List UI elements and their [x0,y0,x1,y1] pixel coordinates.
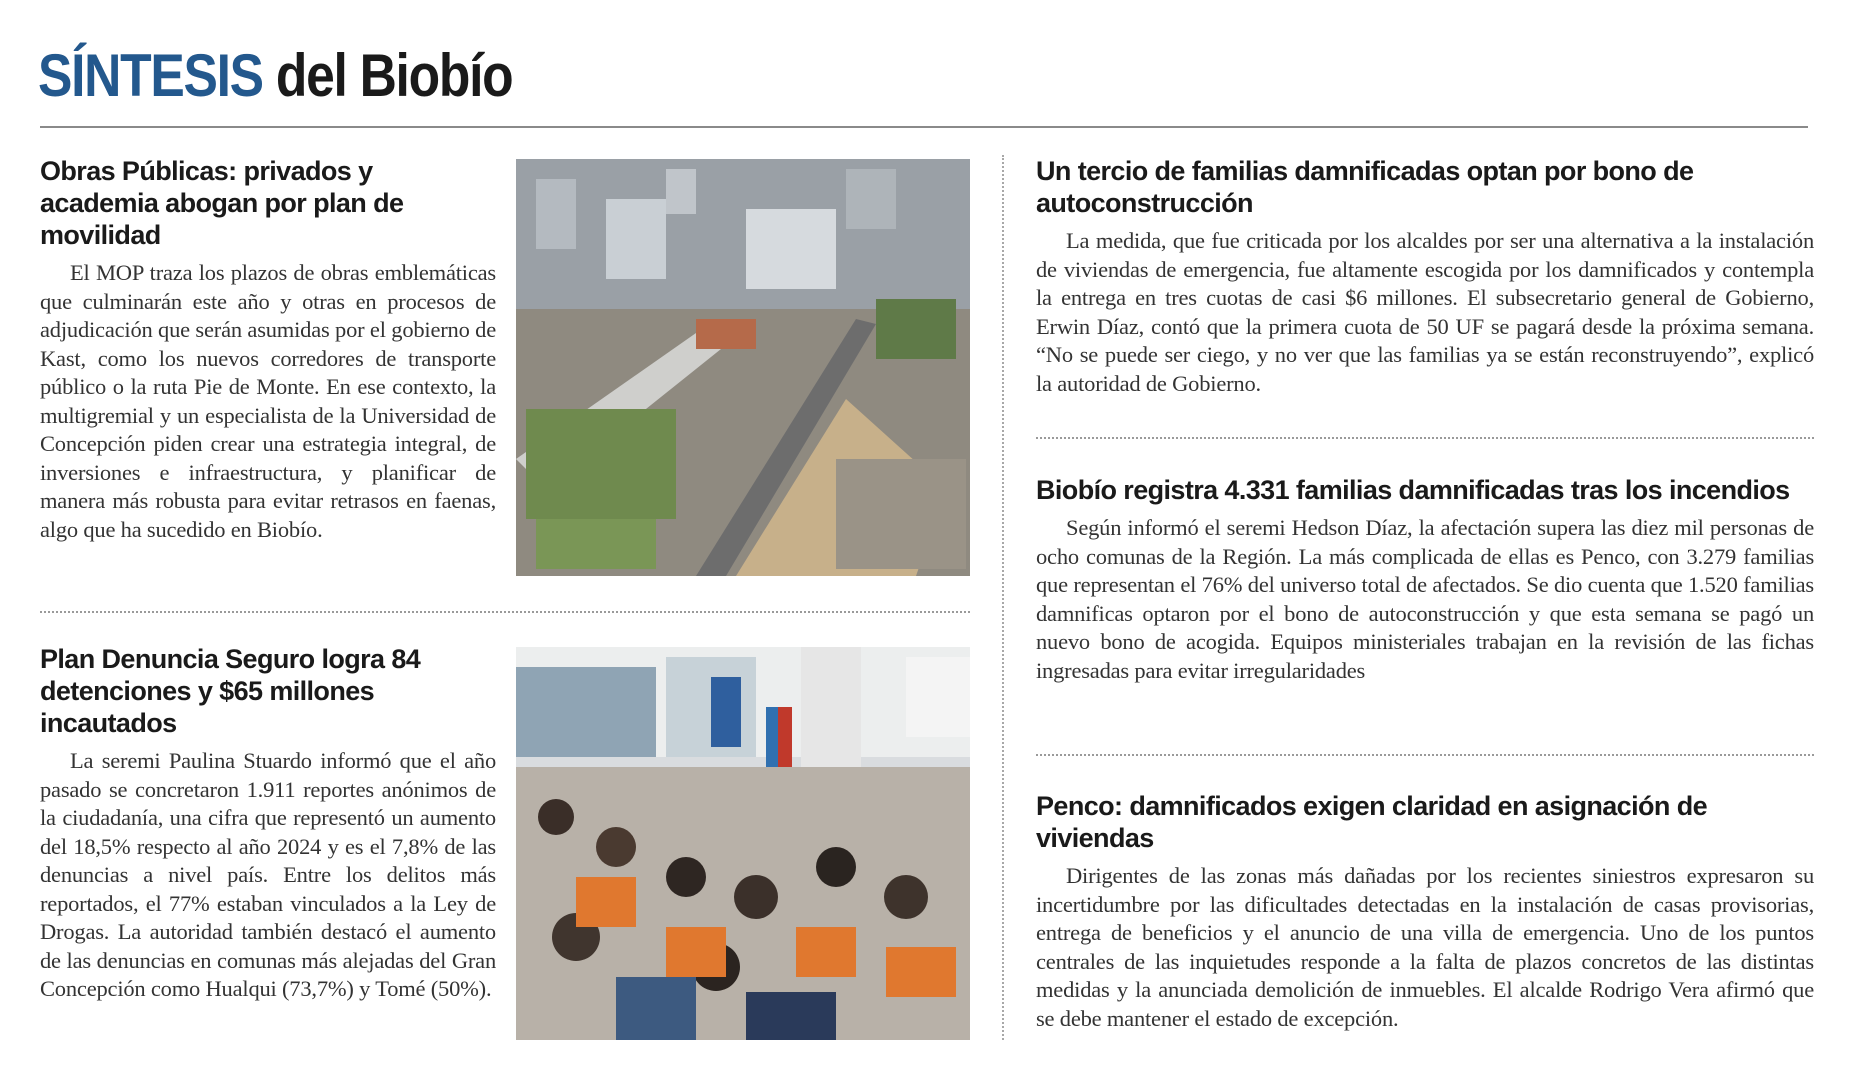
article-headline: Plan Denuncia Seguro logra 84 detenciones y $65 millones incautados [40,644,421,738]
section-divider [40,611,970,613]
article-familias-damnificadas [1036,474,1814,685]
article-body: Según informó el seremi Hedson Díaz, la afectación supera las diez mil personas de ocho comunas de la Región. La más complicada de ellas es Penco, con 3.279 familias que representan el 76% del universo total de afectados. Se dio cuenta que 1.520 familias damnificas optaron por el bono de autoconstrucción y que esta semana se pagó un nuevo bono de acogida. Equipos ministeriales trabajan en la revisión de las fichas ingresadas para evitar irregularidades [1036,515,1814,683]
section-masthead [38,36,512,116]
column-divider [1002,155,1004,1040]
article-penco-viviendas [1036,790,1814,1033]
article-obras-publicas [40,155,496,544]
article-headline: Un tercio de familias damnificadas optan por bono de autoconstrucción [1036,156,1694,218]
header-rule [40,126,1808,128]
article-plan-denuncia-seguro [40,643,496,1004]
section-divider [1036,437,1814,439]
article-headline: Penco: damnificados exigen claridad en asignación de viviendas [1036,791,1707,853]
article-body: La seremi Paulina Stuardo informó que el año pasado se concretaron 1.911 reportes anónimos de la ciudadanía, una cifra que representó un aumento del 18,5% respecto al año 2024 y es el 7,8% de las denuncias a nivel país. Entre los delitos más reportados, el 77% estaban vinculados a la Ley de Drogas. La autoridad también destacó el aumento de las denuncias en comunas más alejadas del Gran Concepción como Hualqui (73,7%) y Tomé (50%). [40,748,496,1001]
masthead-accent: SÍNTESIS [38,42,263,109]
masthead-title: del Biobío [275,42,513,109]
article-body: Dirigentes de las zonas más dañadas por los recientes siniestros expresaron su incertidumbre por las dificultades detectadas en la instalación de casas provisorias, entrega de beneficios y el anuncio de una villa de emergencia. Uno de los puntos centrales de las inquietudes responde a la falta de plazos concretos de las distintas medidas y la anunciada demolición de inmuebles. El alcalde Rodrigo Vera afirmó que se debe mantener el estado de excepción. [1036,863,1814,1031]
article-bono-autoconstruccion [1036,155,1814,398]
section-divider [1036,754,1814,756]
article-headline: Biobío registra 4.331 familias damnificadas tras los incendios [1036,475,1790,505]
aerial-city-photo [516,159,970,576]
article-body: La medida, que fue criticada por los alcaldes por ser una alternativa a la instalación de viviendas de emergencia, fue altamente escogida por los damnificados y contempla la entrega en tres cuotas de casi $6 millones. El subsecretario general de Gobierno, Erwin Díaz, contó que la primera cuota de 50 UF se pagará desde la próxima semana. “No se puede ser ciego, y no ver que las familias ya se están reconstruyendo”, explicó la autoridad de Gobierno. [1036,228,1814,396]
article-headline: Obras Públicas: privados y academia abogan por plan de movilidad [40,156,404,250]
meeting-audience-photo [516,647,970,1040]
article-body: El MOP traza los plazos de obras emblemáticas que culminarán este año y otras en procesos de adjudicación que serán asumidas por el gobierno de Kast, como los nuevos corredores de transporte público o la ruta Pie de Monte. En ese contexto, la multigremial y un especialista de la Universidad de Concepción piden crear una estrategia integral, de inversiones e infraestructura, y planificar de manera más robusta para evitar retrasos en faenas, algo que ha sucedido en Biobío. [40,260,496,542]
